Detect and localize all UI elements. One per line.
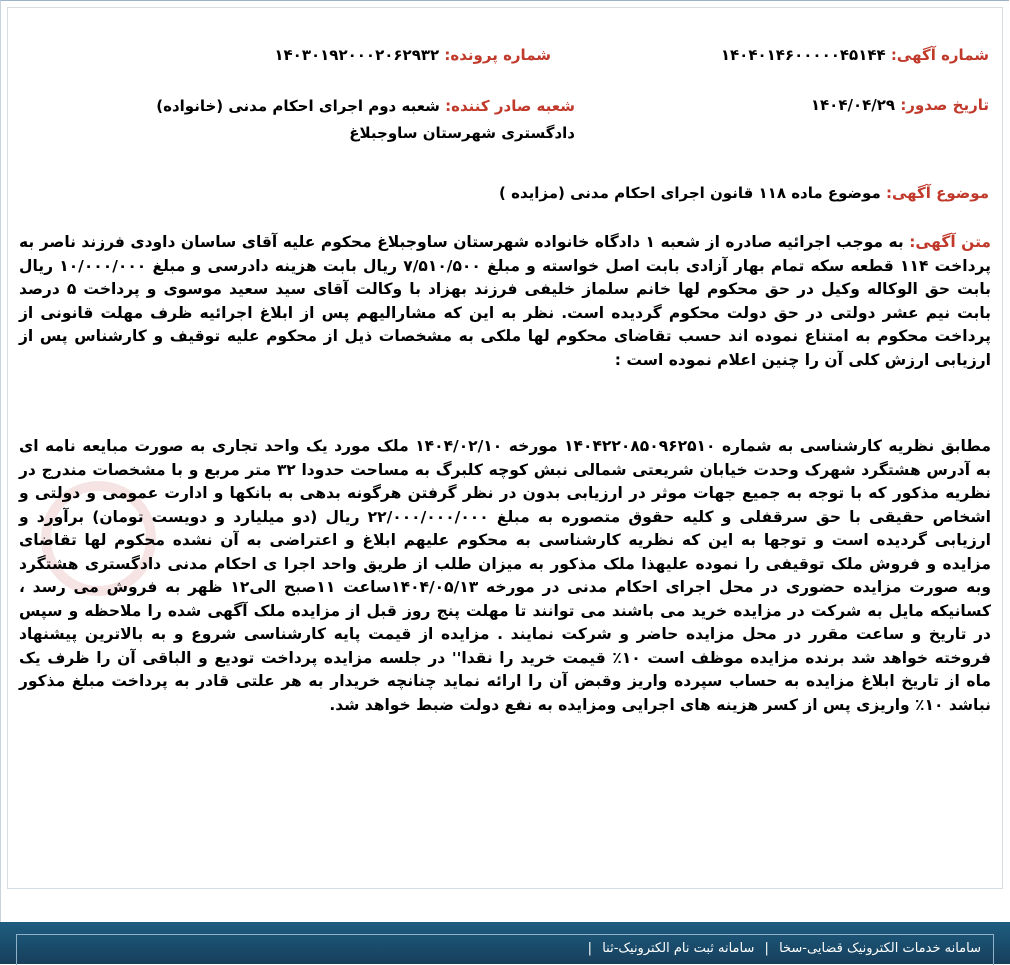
ad-number-label: شماره آگهی: [890, 46, 989, 64]
issue-date-label: تاریخ صدور: [900, 96, 989, 114]
subject-value: موضوع ماده ۱۱۸ قانون اجرای احکام مدنی (مزایده ) [499, 184, 881, 202]
footer-link-sana[interactable]: سامانه ثبت نام الکترونیک-ثنا [602, 941, 755, 956]
issue-date-value: ۱۴۰۴/۰۴/۲۹ [810, 96, 896, 114]
issuer-label: شعبه صادر کننده: [445, 97, 575, 115]
case-number-value: ۱۴۰۳۰۱۹۲۰۰۰۲۰۶۲۹۳۲ [274, 46, 440, 64]
footer-link-sakha[interactable]: سامانه خدمات الکترونیک قضایی-سخا [779, 941, 981, 956]
ad-text-label: متن آگهی: [909, 233, 991, 251]
subject-label: موضوع آگهی: [885, 184, 989, 202]
issue-date-row [811, 96, 989, 114]
footer-links-bar [16, 934, 994, 965]
issuer-row [105, 93, 575, 147]
footer-separator: | [764, 941, 769, 956]
footer [0, 922, 1010, 964]
ad-text-paragraph-1-content: به موجب اجرائیه صادره از شعبه ۱ دادگاه خانواده شهرستان ساوجبلاغ محکوم علیه آقای ساسان داودی فرزند ناصر به پرداخت ۱۱۴ قطعه سکه تمام بهار آزادی بابت اصل خواسته و مبلغ ۷/۵۱۰/۵۰۰ ریال بابت هزینه دادرسی و مبلغ ۱۰/۰۰۰/۰۰۰ ریال بابت حق الوکاله وکیل در حق محکوم لها خانم سلماز خلیفی فرزند بهزاد با وکالت آقای سید سعید موسوی و پرداخت ۵ درصد بابت نیم عشر دولتی در حق دولت محکوم گردیده است. نظر به این که مشارالیهم پس از ابلاغ اجرائیه ظرف مهلت قانونی از پرداخت محکوم به امتناع نموده اند حسب تقاضای محکوم لها ملکی به مشخصات ذیل از محکوم علیه توقیف و کارشناس پس از ارزیابی ارزش کلی آن را چنین اعلام نموده است : [19, 233, 991, 369]
issuer-value: شعبه دوم اجرای احکام مدنی (خانواده) دادگستری شهرستان ساوجبلاغ [156, 97, 575, 142]
footer-separator-trailing: | [587, 941, 593, 956]
ad-number-value: ۱۴۰۴۰۱۴۶۰۰۰۰۰۴۵۱۴۴ [720, 46, 886, 64]
case-number-label: شماره پرونده: [444, 46, 551, 64]
ad-text-paragraph-1 [19, 231, 991, 372]
ad-number-row [721, 46, 989, 64]
subject-row [499, 184, 989, 202]
case-number-row [274, 46, 551, 64]
ad-text-paragraph-2: مطابق نظریه کارشناسی به شماره ۱۴۰۴۲۲۰۸۵۰۹۶۲۵۱۰ مورخه ۱۴۰۴/۰۲/۱۰ ملک مورد یک واحد تجاری به صورت مبایعه نامه ای به آدرس هشتگرد شهرک وحدت خیابان شریعتی شمالی نبش کوچه کلبرگ به مساحت حدودا ۳۲ متر مربع و با مشخصات مندرج در نظریه مذکور که با توجه به جمیع جهات موثر در ارزیابی بدون در نظر گرفتن هرگونه بدهی به بانکها و ادارت عمومی و دولتی و اشخاص حقیقی با حق سرقفلی و کلیه حقوق متصوره به مبلغ ۲۲/۰۰۰/۰۰۰/۰۰۰ ریال (دو میلیارد و دویست تومان) برآورد و ارزیابی گردیده است و توجها به این که نظریه کارشناسی به محکوم علیهم ابلاغ و اعتراضی به آن نشده محکوم لها تقاضای مزایده و فروش ملک توقیفی را نموده علیهذا ملک مذکور به میزان طلب از طریق واحد اجرا ی احکام مدنی دادگستری هشتگرد وبه صورت مزایده حضوری در محل اجرای احکام مدنی در مورخه ۱۴۰۴/۰۵/۱۳ساعت ۱۱صبح الی۱۲ ظهر به فروش می رسد ، کسانیکه مایل به شرکت در مزایده خرید می باشند می توانند تا مهلت پنج روز قبل از مزایده ملک آگهی شده را ملاحظه و سپس در تاریخ و ساعت مقرر در محل مزایده حاضر و شرکت نمایند . مزایده از قیمت پایه کارشناسی شروع و به بالاترین پیشنهاد فروخته خواهد شد برنده مزایده موظف است ۱۰٪ قیمت خرید را نقدا'' در جلسه مزایده پرداخت تودیع و الباقی آن را ظرف یک ماه از تاریخ ابلاغ مزایده به حساب سپرده واریز وقبض آن را ارائه نماید چنانچه خریدار به هر علتی قادر به پرداخت مبلغ مذکور نباشد ۱۰٪ واریزی پس از کسر هزینه های اجرایی ومزایده به نفع دولت ضبط خواهد شد. [19, 437, 992, 714]
